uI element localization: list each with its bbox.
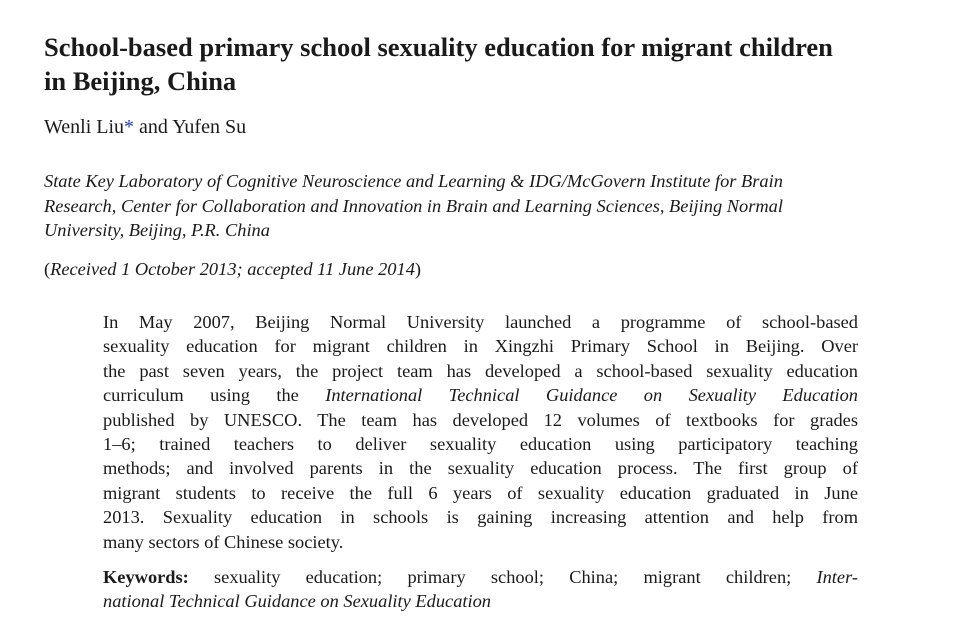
title-line: School-based primary school sexuality education for migrant children (44, 32, 833, 62)
abstract-line: 2013. Sexuality education in schools is gaining increasing attention and help from (103, 507, 858, 528)
abstract-line (103, 383, 858, 407)
author-join: and (134, 116, 173, 138)
received-text: Received 1 October 2013; accepted 11 June 2014 (50, 259, 415, 279)
corresponding-author-link[interactable]: * (124, 116, 135, 138)
affiliation-line: Research, Center for Collaboration and Innovation in Brain and Learning Sciences, Beijing Normal (44, 195, 783, 216)
keywords-text: sexuality education; primary school; China; migrant children; (188, 567, 817, 587)
abstract-line: published by UNESCO. The team has developed 12 volumes of textbooks for grades (103, 409, 858, 430)
abstract-line: many sectors of Chinese society. (103, 531, 344, 552)
author-name: Yufen Su (172, 116, 247, 138)
keywords-line: national Technical Guidance on Sexuality Education (103, 591, 492, 612)
author-list (44, 114, 246, 140)
affiliation (44, 169, 924, 243)
abstract-line: the past seven years, the project team has developed a school-based sexuality education (103, 360, 858, 381)
abstract-line: methods; and involved parents in the sexuality education process. The first group of (103, 458, 858, 479)
keywords-label: Keywords: (103, 567, 189, 587)
keywords (103, 565, 858, 614)
abstract-text: curriculum using the (103, 385, 326, 406)
affiliation-line: State Key Laboratory of Cognitive Neuroscience and Learning & IDG/McGovern Institute for Brain (44, 171, 783, 191)
abstract (103, 310, 858, 554)
received-close-paren: ) (414, 259, 422, 279)
abstract-line: sexuality education for migrant children in Xingzhi Primary School in Beijing. Over (103, 336, 858, 357)
abstract-line: 1–6; trained teachers to deliver sexuality education using participatory teaching (103, 433, 858, 454)
keywords-line (103, 565, 858, 589)
paper-title (44, 30, 934, 98)
keywords-italic: Inter- (816, 567, 858, 587)
abstract-line: In May 2007, Beijing Normal University launched a programme of school-based (103, 312, 858, 332)
affiliation-line: University, Beijing, P.R. China (44, 220, 270, 240)
author-name: Wenli Liu (44, 116, 125, 138)
title-line: in Beijing, China (44, 66, 237, 96)
guidance-title-italic: International Technical Guidance on Sexuality Education (325, 385, 858, 406)
abstract-line: migrant students to receive the full 6 years of sexuality education graduated in June (103, 482, 858, 503)
received-dates (44, 257, 421, 281)
received-open-paren: ( (44, 259, 51, 279)
